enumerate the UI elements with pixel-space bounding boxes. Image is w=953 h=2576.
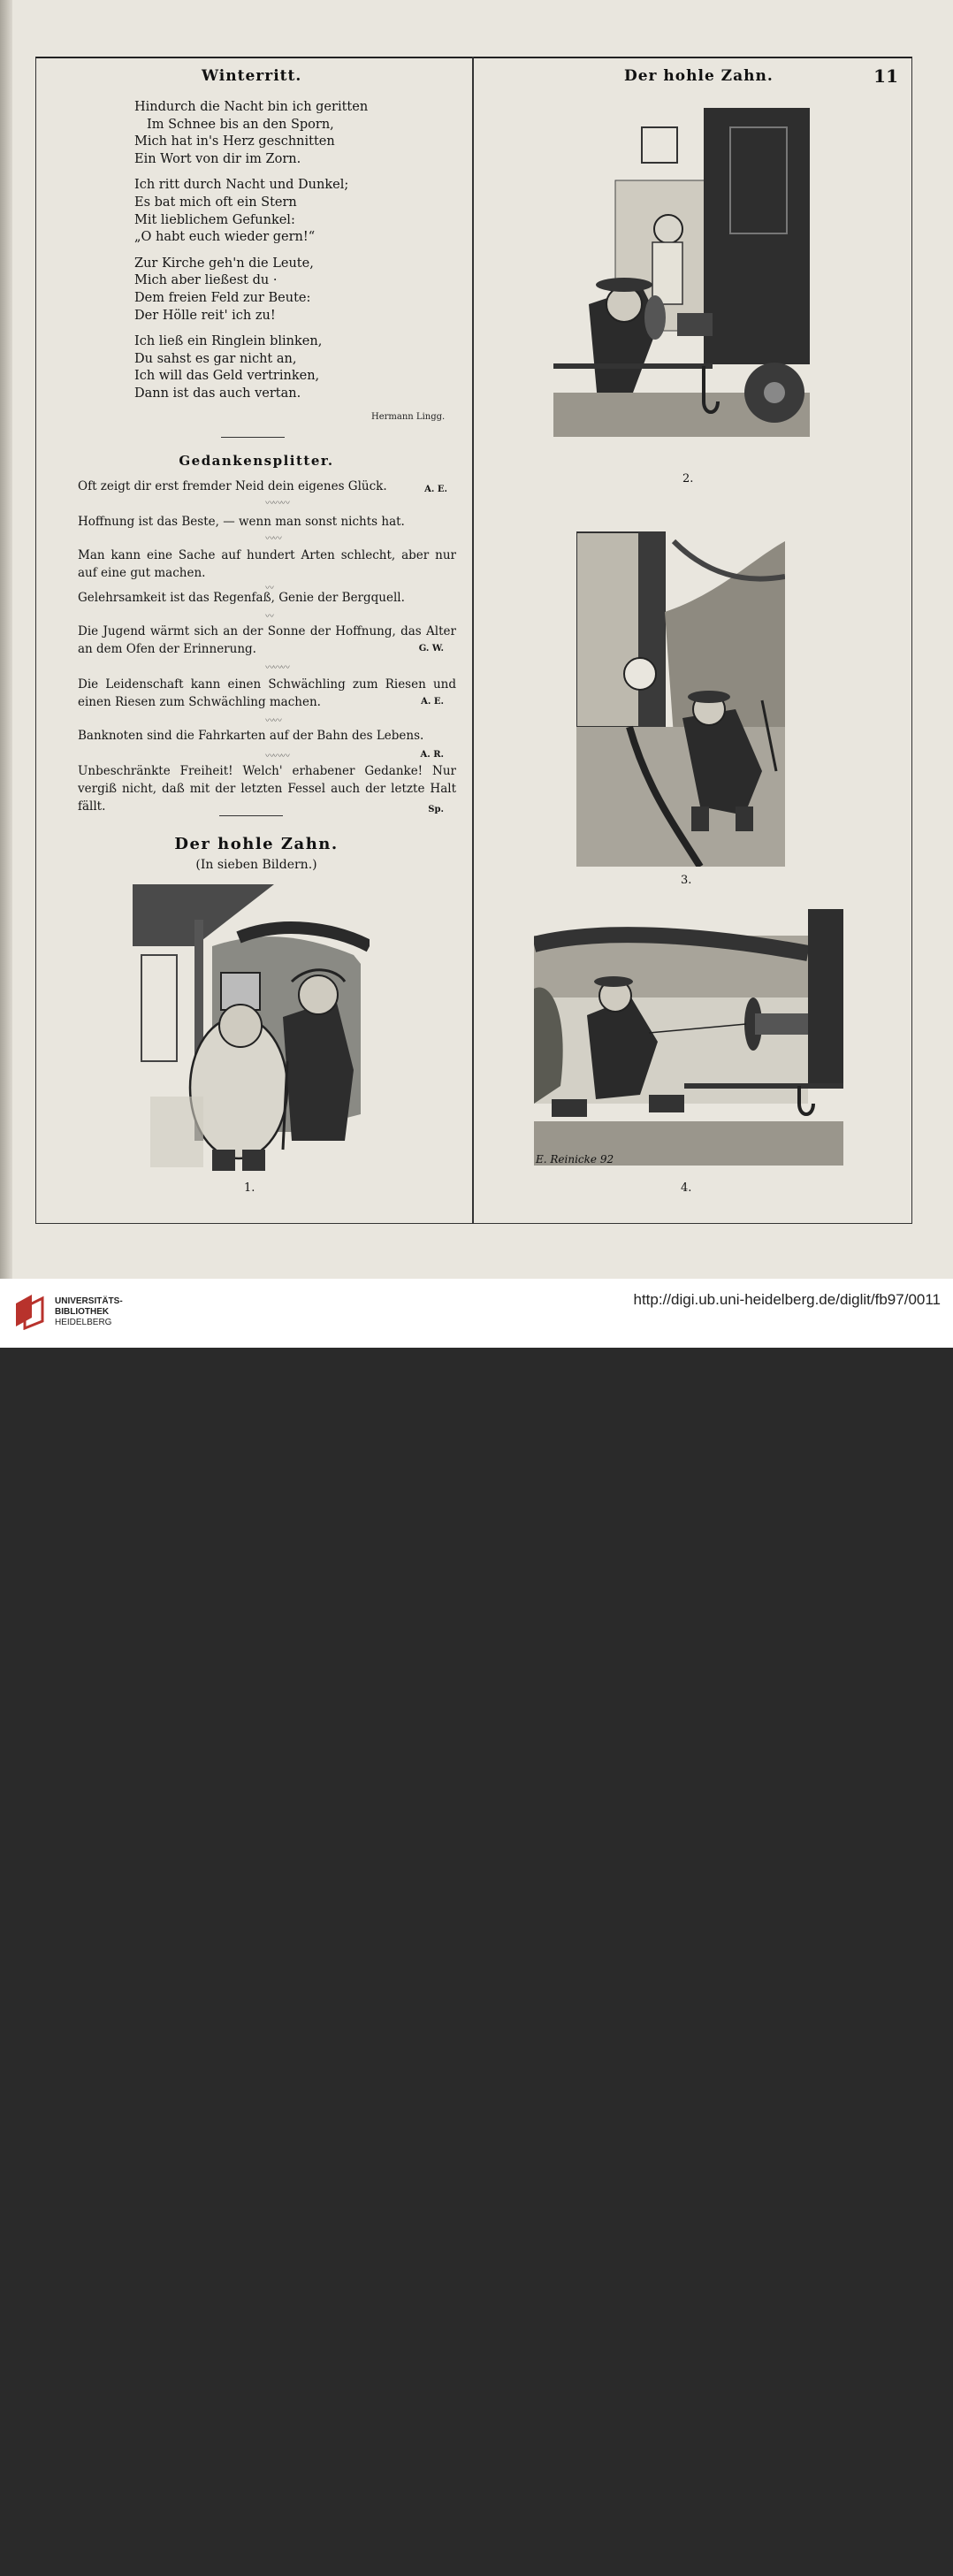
- poem-line: Ich ritt durch Nacht und Dunkel;: [134, 178, 349, 193]
- poem-line: „O habt euch wieder gern!“: [134, 230, 316, 245]
- aphorism-text: Die Jugend wärmt sich an der Sonne der Hoffnung, das Alter an dem Ofen der Erinnerung.: [78, 624, 456, 656]
- swash-ornament: 〰〰: [265, 534, 281, 544]
- document-url-link[interactable]: http://digi.ub.uni-heidelberg.de/diglit/fb97/0011: [633, 1291, 941, 1308]
- aphorism-text: Gelehrsamkeit ist das Regenfaß, Genie der Bergquell.: [78, 591, 405, 605]
- poem-line: Im Schnee bis an den Sporn,: [147, 117, 334, 132]
- illustration-caption-1: 1.: [244, 1181, 255, 1195]
- aphorism-signature: A. E.: [421, 697, 444, 707]
- poem-line: Ein Wort von dir im Zorn.: [134, 151, 301, 166]
- aphorism-signature: A. R.: [420, 750, 444, 760]
- digital-library-footer: [0, 1279, 953, 1348]
- logo-line: BIBLIOTHEK: [55, 1307, 110, 1317]
- aphorism-6: [48, 676, 456, 711]
- aphorism-4: [48, 589, 456, 607]
- illustration-2: [553, 101, 815, 463]
- poem-line: Zur Kirche geh'n die Leute,: [134, 256, 314, 271]
- aphorism-3: [48, 547, 456, 582]
- swash-ornament: 〰〰〰: [265, 663, 289, 673]
- artist-signature: E. Reinicke 92: [536, 1153, 614, 1166]
- swash-ornament: 〰: [265, 584, 273, 593]
- poem-author: Hermann Lingg.: [371, 412, 446, 422]
- aphorism-text: Oft zeigt dir erst fremder Neid dein eigenes Glück.: [78, 479, 387, 493]
- poem-stanza-4: [134, 333, 373, 402]
- aphorism-text: Hoffnung ist das Beste, — wenn man sonst nichts hat.: [78, 515, 405, 529]
- illustration-3: [576, 524, 785, 867]
- poem-line: Ich ließ ein Ringlein blinken,: [134, 334, 323, 349]
- aphorism-text: Man kann eine Sache auf hundert Arten schlecht, aber nur auf eine gut machen.: [78, 548, 456, 580]
- swash-ornament: 〰: [265, 612, 273, 622]
- poem-line: Mit lieblichem Gefunkel:: [134, 212, 295, 227]
- splitter-title: Gedankensplitter.: [179, 453, 334, 469]
- poem-line: Mich aber ließest du ·: [134, 273, 278, 288]
- logo-line: HEIDELBERG: [55, 1318, 112, 1327]
- page-number: 11: [873, 65, 898, 87]
- poem-line: Dem freien Feld zur Beute:: [134, 290, 311, 305]
- poem-winterritt: [134, 99, 373, 412]
- aphorism-text: Die Leidenschaft kann einen Schwächling zum Riesen und einen Riesen zum Schwächling machen.: [78, 677, 456, 709]
- poem-line: Mich hat in's Herz geschnitten: [134, 134, 335, 149]
- story-subtitle: (In sieben Bildern.): [195, 858, 317, 872]
- library-logo-icon[interactable]: [12, 1291, 48, 1330]
- document-page: [0, 0, 953, 1279]
- swash-ornament: 〰〰: [265, 716, 281, 726]
- page-spine-shadow: [0, 0, 12, 1279]
- left-header: Winterritt.: [202, 67, 302, 85]
- aphorism-signature: Sp.: [428, 805, 444, 814]
- aphorism-signature: A. E.: [424, 485, 447, 494]
- aphorism-text: Banknoten sind die Fahrkarten auf der Bahn des Lebens.: [78, 729, 424, 743]
- aphorism-text: Unbeschränkte Freiheit! Welch' erhabener Gedanke! Nur vergiß nicht, daß mit der letzten Fessel auch der letzte Halt fällt.: [78, 764, 456, 814]
- library-logo-text[interactable]: [55, 1296, 123, 1328]
- illustration-caption-4: 4.: [681, 1181, 692, 1195]
- column-divider: [472, 57, 474, 1224]
- story-title: Der hohle Zahn.: [174, 835, 339, 853]
- poem-line: Dann ist das auch vertan.: [134, 386, 301, 401]
- swash-ornament: 〰〰〰: [265, 499, 289, 508]
- poem-line: Es bat mich oft ein Stern: [134, 195, 297, 210]
- poem-line: Du sahst es gar nicht an,: [134, 351, 297, 366]
- section-rule: [219, 815, 283, 816]
- aphorism-7: [48, 727, 456, 764]
- poem-line: Ich will das Geld vertrinken,: [134, 369, 320, 384]
- aphorism-8: [48, 762, 456, 819]
- poem-stanza-2: [134, 177, 373, 246]
- aphorism-signature: G. W.: [418, 644, 444, 654]
- illustration-1: [133, 884, 370, 1174]
- illustration-4: [534, 909, 843, 1176]
- right-header: Der hohle Zahn.: [624, 67, 774, 85]
- section-rule: [221, 437, 285, 438]
- poem-stanza-3: [134, 256, 373, 325]
- poem-line: Der Hölle reit' ich zu!: [134, 308, 276, 323]
- illustration-caption-2: 2.: [682, 472, 694, 485]
- logo-line: UNIVERSITÄTS-: [55, 1296, 123, 1306]
- poem-line: Hindurch die Nacht bin ich geritten: [134, 100, 369, 114]
- illustration-caption-3: 3.: [681, 874, 692, 887]
- aphorism-5: [48, 623, 456, 658]
- swash-ornament: 〰〰〰: [265, 752, 289, 761]
- poem-stanza-1: [134, 99, 373, 168]
- aphorism-2: [48, 513, 456, 531]
- aphorism-1: [48, 478, 456, 499]
